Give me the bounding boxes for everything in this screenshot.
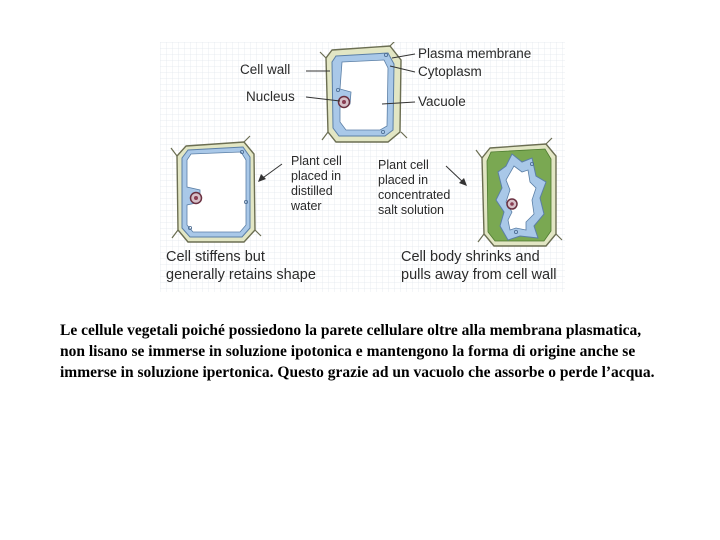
label-salt-solution: Plant cell placed in concentrated salt solution — [378, 158, 451, 217]
plant-cell-osmosis-diagram — [160, 42, 565, 292]
label-vacuole: Vacuole — [418, 94, 466, 109]
normal-plant-cell — [320, 42, 407, 142]
label-cytoplasm: Cytoplasm — [418, 64, 482, 79]
label-plasma-membrane: Plasma membrane — [418, 46, 532, 61]
label-cell-wall: Cell wall — [240, 62, 291, 77]
caption-text: Le cellule vegetali poiché possiedono la parete cellulare oltre alla membrana plasmatica, non lisano se immerse in soluzione ipotonica e mantengono la forma di origine anche se immerse in soluzione ipertonica. Questo grazie ad un vacuolo che assorbe o perde l’acqua. — [60, 322, 655, 381]
label-nucleus: Nucleus — [246, 89, 295, 104]
label-result-hypotonic: Cell stiffens but generally retains shape — [166, 249, 316, 283]
turgid-plant-cell — [171, 136, 261, 242]
label-distilled-water: Plant cell placed in distilled water — [291, 154, 342, 213]
label-result-hypertonic: Cell body shrinks and pulls away from cell wall — [401, 249, 557, 283]
plasmolysed-plant-cell — [476, 138, 562, 246]
